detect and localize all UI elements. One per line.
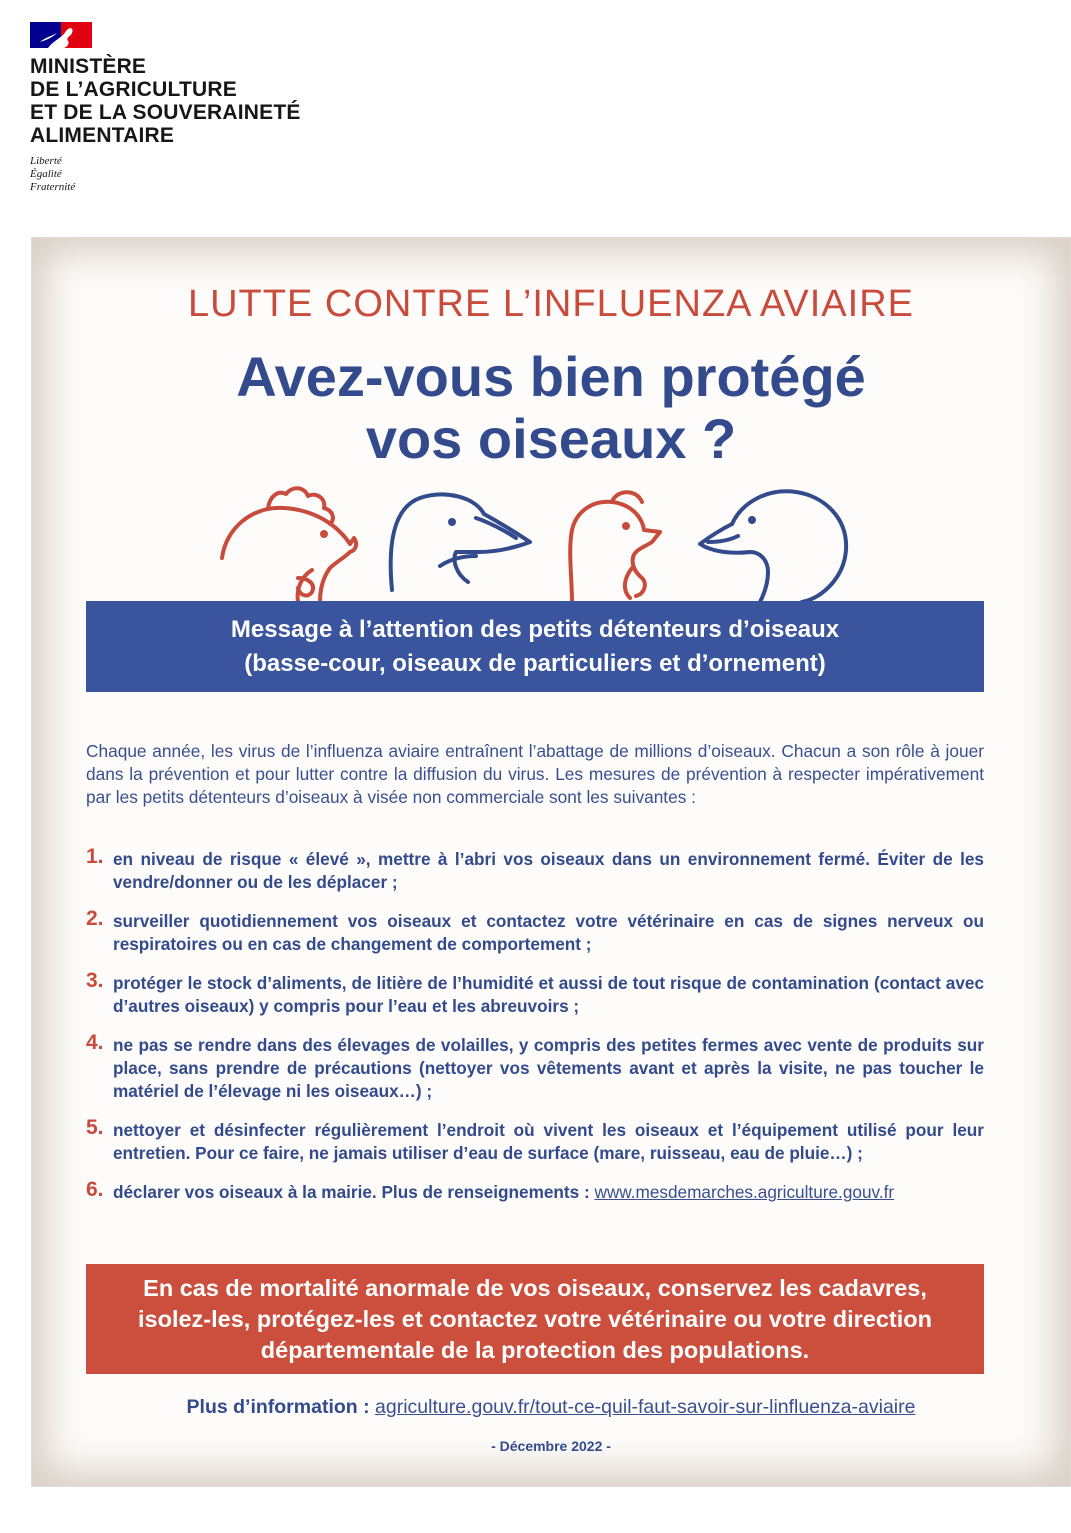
alert-line: départementale de la protection des populations. — [260, 1336, 810, 1363]
poster-title — [32, 346, 1070, 470]
item-text: nettoyer et désinfecter régulièrement l’endroit où vivent les oiseaux et l’équipement utilisé pour leur entretien. Pour ce faire, ne jamais utiliser d’eau de surface (mare, ruisseau, eau de pluie…) ; — [113, 1120, 984, 1163]
item-number: 6. — [86, 1178, 104, 1201]
item-text: ne pas se rendre dans des élevages de volailles, y compris des petites fermes avec vente de produits sur place, sans prendre de précautions (nettoyer vos vêtements avant et après la visite, ne pas toucher le matériel de l’élevage ni les oiseaux…) ; — [113, 1035, 984, 1101]
ministry-name — [30, 55, 301, 147]
goose-icon — [391, 495, 530, 590]
list-item — [86, 969, 984, 1018]
alert-line: En cas de mortalité anormale de vos oiseaux, conservez les cadavres, — [143, 1274, 927, 1301]
mesdemarches-link[interactable]: www.mesdemarches.agriculture.gouv.fr — [594, 1182, 895, 1202]
item-number: 1. — [86, 845, 104, 868]
ministry-line: ET DE LA SOUVERAINETÉ — [30, 101, 301, 124]
publication-date: - Décembre 2022 - — [491, 1438, 611, 1454]
item-number: 5. — [86, 1116, 104, 1139]
more-info — [32, 1396, 1070, 1419]
item-text: surveiller quotidiennement vos oiseaux et contactez votre vétérinaire en cas de signes nerveux ou respiratoires ou en cas de changement de comportement ; — [113, 911, 984, 954]
mortality-alert-box — [86, 1264, 984, 1374]
message-banner — [86, 601, 984, 692]
banner-line: Message à l’attention des petits détenteurs d’oiseaux — [230, 615, 840, 643]
banner-line: (basse-cour, oiseaux de particuliers et d’ornement) — [244, 649, 826, 677]
item-text: protéger le stock d’aliments, de litière de l’humidité et aussi de tout risque de contamination (contact avec d’autres oiseaux) y compris pour l’eau et les abreuvoirs ; — [113, 973, 984, 1016]
item-text: en niveau de risque « élevé », mettre à l’abri vos oiseaux dans un environnement fermé. Éviter de les vendre/donner ou de les déplacer ; — [113, 849, 984, 892]
motto-line: Égalité — [30, 168, 62, 180]
item-number: 4. — [86, 1031, 104, 1054]
duck-icon — [700, 491, 846, 602]
ministry-line: MINISTÈRE — [30, 55, 147, 78]
motto-line: Liberté — [30, 155, 62, 167]
item-number: 2. — [86, 907, 104, 930]
ministry-header — [30, 22, 301, 194]
birds-illustration — [212, 478, 852, 602]
list-item — [86, 1031, 984, 1103]
item-text: déclarer vos oiseaux à la mairie. Plus de renseignements : — [113, 1182, 595, 1202]
turkey-icon — [570, 492, 660, 602]
ministry-line: DE L’AGRICULTURE — [30, 78, 237, 101]
info-link[interactable]: agriculture.gouv.fr/tout-ce-quil-faut-savoir-sur-linfluenza-aviaire — [375, 1396, 916, 1418]
prevention-measures-list — [86, 845, 984, 1220]
republic-motto — [30, 155, 301, 194]
marianne-flag-icon — [30, 22, 92, 48]
list-item — [86, 1178, 984, 1204]
list-item — [86, 1116, 984, 1165]
info-label: Plus d’information : — [186, 1396, 376, 1418]
intro-paragraph: Chaque année, les virus de l’influenza aviaire entraînent l’abattage de millions d’oiseaux. Chacun a son rôle à jouer dans la prévention et pour lutter contre la diffusion du virus. Les mesures de prévention à respecter impérativement par les petits détenteurs d’oiseaux à visée non commerciale sont les suivantes : — [86, 741, 984, 807]
ministry-line: ALIMENTAIRE — [30, 124, 175, 147]
list-item — [86, 907, 984, 956]
item-number: 3. — [86, 969, 104, 992]
alert-line: isolez-les, protégez-les et contactez votre vétérinaire ou votre direction — [137, 1305, 932, 1332]
title-line: Avez-vous bien protégé — [236, 345, 866, 408]
motto-line: Fraternité — [30, 181, 76, 193]
chicken-icon — [222, 488, 356, 602]
list-item — [86, 845, 984, 894]
poster-panel — [31, 237, 1071, 1487]
poster-kicker: LUTTE CONTRE L’INFLUENZA AVIAIRE — [187, 283, 914, 325]
title-line: vos oiseaux ? — [365, 407, 737, 470]
